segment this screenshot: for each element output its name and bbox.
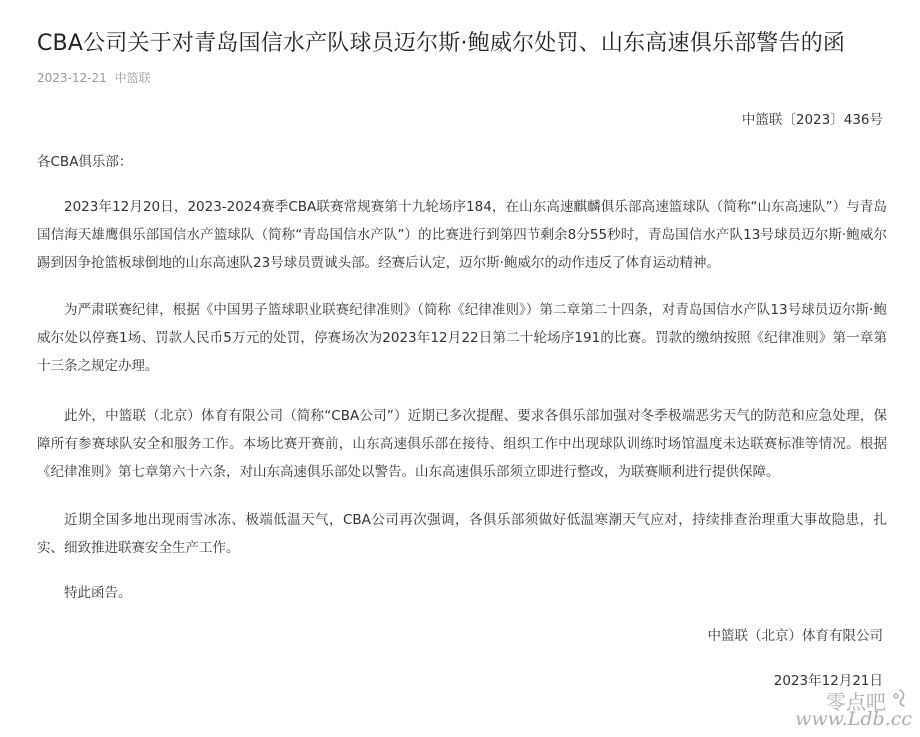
body-paragraph-safety: 近期全国多地出现雨雪冰冻、极端低温天气，CBA公司再次强调，各俱乐部须做好低温寒潮天气应对，持续排查治理重大事故隐患，扎实、细致推进联赛安全生产工作。 <box>37 512 887 556</box>
body-paragraph-warning: 此外，中篮联（北京）体育有限公司（简称“CBA公司”）近期已多次提醒、要求各俱乐部加强对冬季极端恶劣天气的防范和应急处理，保障所有参赛球队安全和服务工作。本场比赛开赛前，山东高速俱乐部在接待、组织工作中出现球队训练时场馆温度未达联赛标准等情况。根据《纪律准则》第七章第六十六条，对山东高速俱乐部处以警告。山东高速俱乐部须立即进行整改，为联赛顺利进行提供保障。 <box>37 408 887 480</box>
site-watermark <box>772 686 912 734</box>
body-paragraph-closing: 特此函告。 <box>64 585 132 601</box>
signature-date: 2023年12月21日 <box>773 673 883 689</box>
body-paragraph-penalty: 为严肃联赛纪律，根据《中国男子篮球职业联赛纪律准则》（简称《纪律准则》）第二章第二十四条，对青岛国信水产队13号球员迈尔斯·鲍威尔处以停赛1场、罚款人民币5万元的处罚，停赛场次为2023年12月22日第二十轮场序191的比赛。罚款的缴纳按照《纪律准则》第一章第十三条之规定办理。 <box>37 302 887 374</box>
document-number: 中篮联〔2023〕436号 <box>741 112 883 128</box>
letter-salutation: 各CBA俱乐部： <box>37 154 133 170</box>
article-title: CBA公司关于对青岛国信水产队球员迈尔斯·鲍威尔处罚、山东高速俱乐部警告的函 <box>37 31 846 56</box>
watermark-site-name: 零点吧 <box>826 690 886 714</box>
article-source: 中篮联 <box>114 71 151 85</box>
watermark-logo-icon <box>890 688 910 708</box>
publish-date: 2023-12-21 <box>37 71 107 85</box>
watermark-url: www.Ldb.cc <box>795 708 912 730</box>
signature-organization: 中篮联（北京）体育有限公司 <box>707 628 883 644</box>
article-meta <box>37 69 151 86</box>
body-paragraph-incident: 2023年12月20日，2023-2024赛季CBA联赛常规赛第十九轮场序184，在山东高速麒麟俱乐部高速篮球队（简称“山东高速队”）与青岛国信海天雄鹰俱乐部国信水产篮球队（简称“青岛国信水产队”）的比赛进行到第四节剩余8分55秒时，青岛国信水产队13号球员迈尔斯·鲍威尔踢到因争抢篮板球倒地的山东高速队23号球员贾诚头部。经赛后认定，迈尔斯·鲍威尔的动作违反了体育运动精神。 <box>37 199 887 271</box>
